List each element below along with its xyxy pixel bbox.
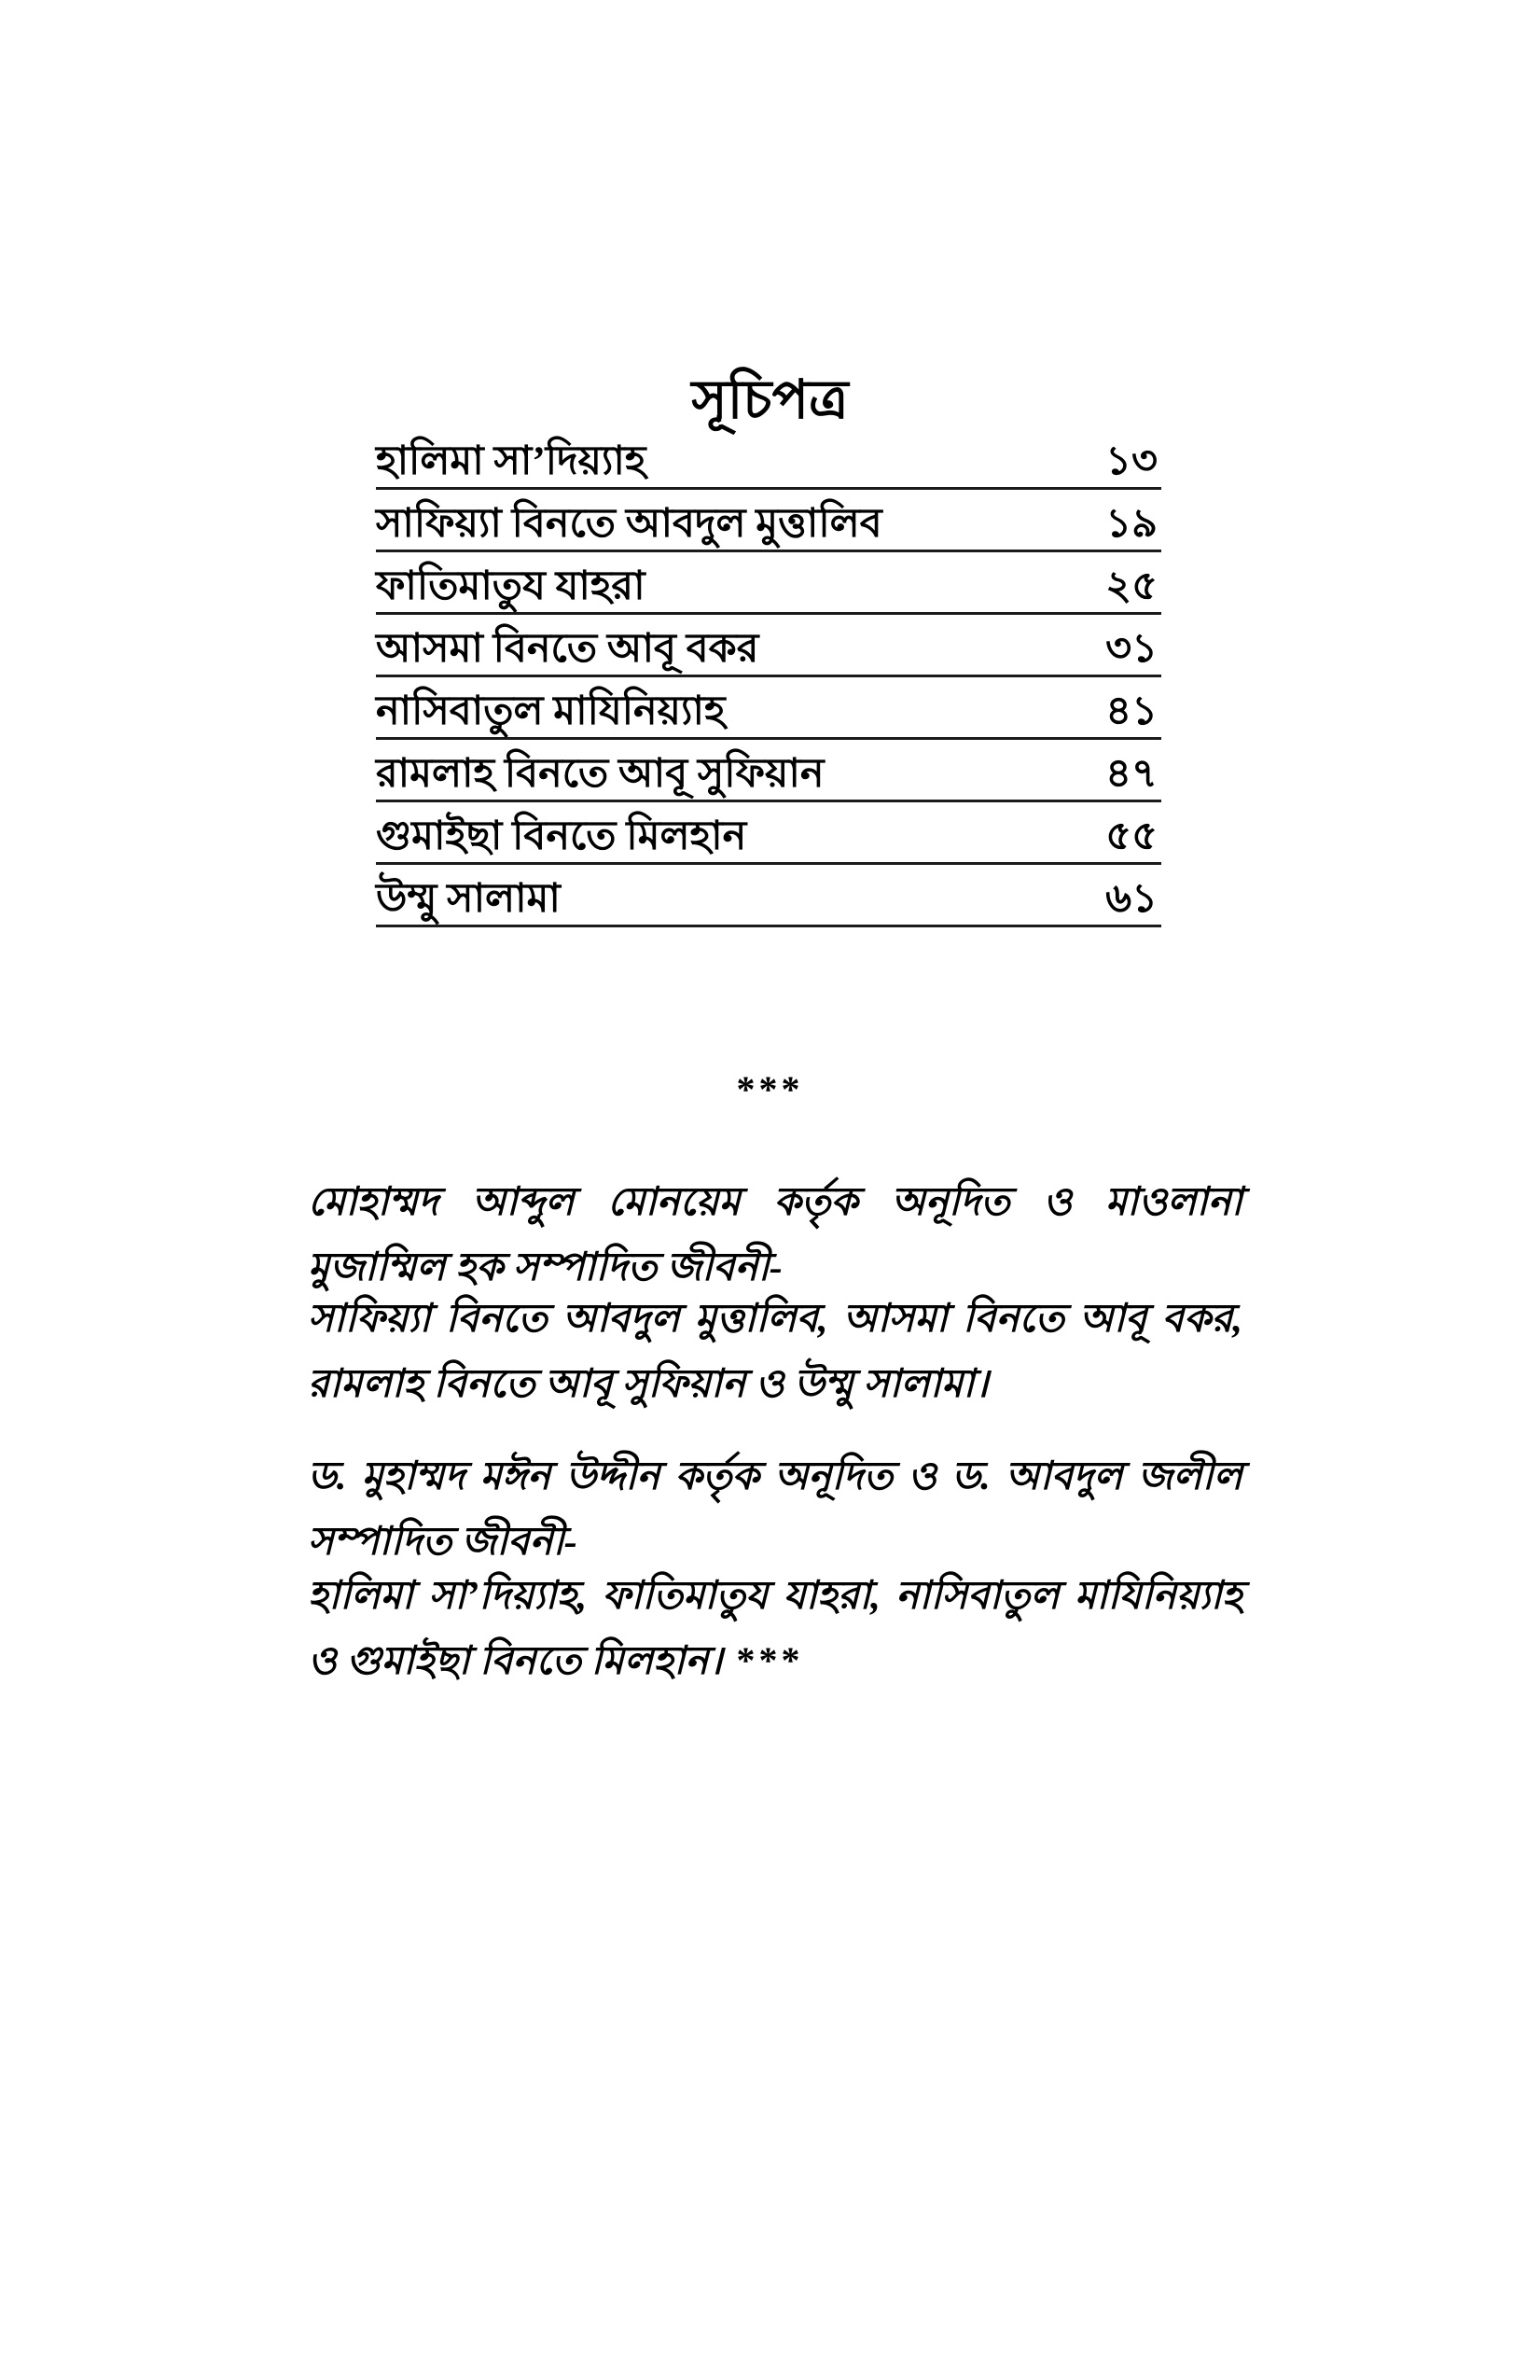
table-of-contents [376, 427, 1161, 927]
toc-entry-page: ৩১ [1105, 626, 1158, 671]
toc-entry-page: ২৫ [1105, 564, 1158, 608]
section-separator-top: *** [736, 1068, 804, 1110]
toc-entry-page: ১৯ [1105, 501, 1158, 546]
toc-entry-label: উম্মু সালামা [376, 876, 561, 921]
biography-list-2: হালিমা সা’দিয়্যাহ, ফাতিমাতুয যাহরা, নাসিবাতুল মাযিনিয়্যাহ ও গুমাইছা বিনতে মিলহান। [308, 1575, 1242, 1683]
toc-row [376, 490, 1161, 552]
toc-entry-page: ৪১ [1105, 689, 1158, 733]
toc-row [376, 740, 1161, 802]
toc-row [376, 427, 1161, 490]
toc-entry-label: গুমাইছা বিনতে মিলহান [376, 814, 747, 858]
section-separator-bottom: *** [736, 1639, 804, 1681]
toc-entry-page: ৫৫ [1105, 814, 1158, 858]
toc-row [376, 552, 1161, 615]
toc-entry-label: হালিমা সা’দিয়্যাহ [376, 438, 646, 483]
toc-entry-page: ৪৭ [1105, 751, 1158, 796]
biography-list-1: সাফিয়্যা বিনতে আবদুল মুত্তালিব, আসমা বিনতে আবূ বকর, রামলাহ বিনতে আবূ সুফিয়ান ও উম্মু সালামা। [308, 1298, 1242, 1406]
toc-row [376, 802, 1161, 865]
toc-row [376, 615, 1161, 677]
page-title: সূচিপত্র [691, 369, 849, 430]
toc-entry-label: ফাতিমাতুয যাহরা [376, 564, 645, 608]
toc-entry-page: ৬১ [1105, 876, 1158, 921]
toc-row [376, 865, 1161, 927]
translator-note-2: ড. মুহাম্মদ মঈন উদ্দীন কর্তৃক অনূদিত ও ড. আবদুল জলীল সম্পাদিত জীবনী- [308, 1455, 1242, 1564]
toc-entry-label: সাফিয়্যা বিনতে আবদুল মুত্তালিব [376, 501, 882, 546]
toc-entry-label: নাসিবাতুল মাযিনিয়্যাহ [376, 689, 726, 733]
toc-row [376, 677, 1161, 740]
toc-entry-label: আসমা বিনতে আবূ বকর [376, 626, 759, 671]
toc-entry-page: ১৩ [1105, 438, 1158, 483]
toc-entry-label: রামলাহ বিনতে আবূ সুফিয়ান [376, 751, 825, 796]
translator-note-1: মোহাম্মদ আব্দুল মোনয়েম কর্তৃক অনূদিত ও মাওলানা মুজাম্মিল হক সম্পাদিত জীবনী- [308, 1181, 1242, 1289]
